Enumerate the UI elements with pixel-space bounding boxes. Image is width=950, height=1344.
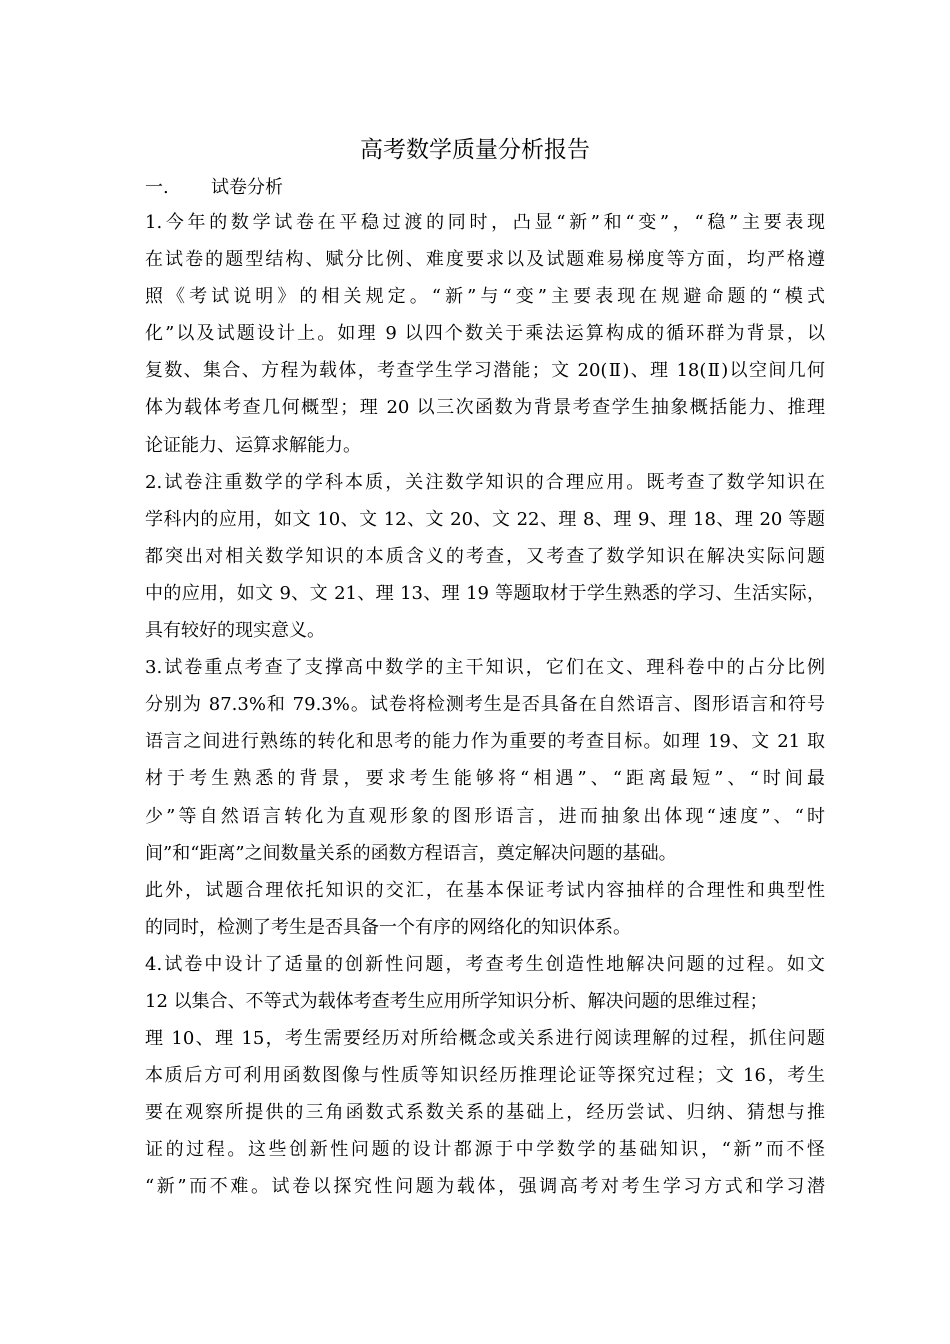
section-number: 一. xyxy=(145,177,169,198)
text-line: 本质后方可利用函数图像与性质等知识经历推理论证等探究过程；文 16，考生 xyxy=(145,1065,825,1087)
text-line: 4.试卷中设计了适量的创新性问题，考查考生创造性地解决问题的过程。如文 xyxy=(145,953,825,975)
document-title: 高考数学质量分析报告 xyxy=(360,137,590,163)
text-line: 具有较好的现实意义。 xyxy=(145,620,325,642)
text-line: 复数、集合、方程为载体，考查学生学习潜能；文 20(Ⅱ)、理 18(Ⅱ)以空间几何 xyxy=(145,360,825,382)
text-line: 化”以及试题设计上。如理 9 以四个数关于乘法运算构成的循环群为背景，以 xyxy=(145,323,825,345)
text-line: 分别为 87.3%和 79.3%。试卷将检测考生是否具备在自然语言、图形语言和符号 xyxy=(145,694,825,716)
text-line: 中的应用，如文 9、文 21、理 13、理 19 等题取材于学生熟悉的学习、生活实际， xyxy=(145,582,825,604)
text-line: 12 以集合、不等式为载体考查考生应用所学知识分析、解决问题的思维过程； xyxy=(145,990,768,1012)
text-line: 的同时，检测了考生是否具备一个有序的网络化的知识体系。 xyxy=(145,916,631,938)
text-line: 在试卷的题型结构、赋分比例、难度要求以及试题难易梯度等方面，均严格遵 xyxy=(145,249,825,271)
text-line: 2.试卷注重数学的学科本质，关注数学知识的合理应用。既考查了数学知识在 xyxy=(145,471,825,493)
text-line: 都突出对相关数学知识的本质含义的考查，又考查了数学知识在解决实际问题 xyxy=(145,545,825,567)
text-line: 少”等自然语言转化为直观形象的图形语言，进而抽象出体现“速度”、“时 xyxy=(145,805,825,827)
text-line: 证的过程。这些创新性问题的设计都源于中学数学的基础知识，“新”而不怪 xyxy=(145,1139,825,1161)
text-line: 材于考生熟悉的背景，要求考生能够将“相遇”、“距离最短”、“时间最 xyxy=(145,768,825,790)
text-line: 1.今年的数学试卷在平稳过渡的同时，凸显“新”和“变”，“稳”主要表现 xyxy=(145,212,825,233)
body-text xyxy=(145,204,825,1206)
section-heading-text: 试卷分析 xyxy=(211,177,283,198)
text-line: 间”和“距离”之间数量关系的函数方程语言，奠定解决问题的基础。 xyxy=(145,842,677,864)
text-line: 要在观察所提供的三角函数式系数关系的基础上，经历尝试、归纳、猜想与推 xyxy=(145,1102,825,1124)
text-line: 学科内的应用，如文 10、文 12、文 20、文 22、理 8、理 9、理 18、理 20 等题 xyxy=(145,508,825,530)
text-line: “新”而不难。试卷以探究性问题为载体，强调高考对考生学习方式和学习潜 xyxy=(145,1176,825,1198)
text-line: 理 10、理 15，考生需要经历对所给概念或关系进行阅读理解的过程，抓住问题 xyxy=(145,1028,825,1050)
text-line: 体为载体考查几何概型；理 20 以三次函数为背景考查学生抽象概括能力、推理 xyxy=(145,397,825,419)
text-line: 3.试卷重点考查了支撑高中数学的主干知识，它们在文、理科卷中的占分比例 xyxy=(145,657,825,679)
text-line: 语言之间进行熟练的转化和思考的能力作为重要的考查目标。如理 19、文 21 取 xyxy=(145,731,825,753)
section-heading xyxy=(145,170,283,206)
text-line: 此外，试题合理依托知识的交汇，在基本保证考试内容抽样的合理性和典型性 xyxy=(145,879,825,901)
text-line: 照《考试说明》的相关规定。“新”与“变”主要表现在规避命题的“模式 xyxy=(145,286,825,308)
text-line: 论证能力、运算求解能力。 xyxy=(145,434,361,456)
